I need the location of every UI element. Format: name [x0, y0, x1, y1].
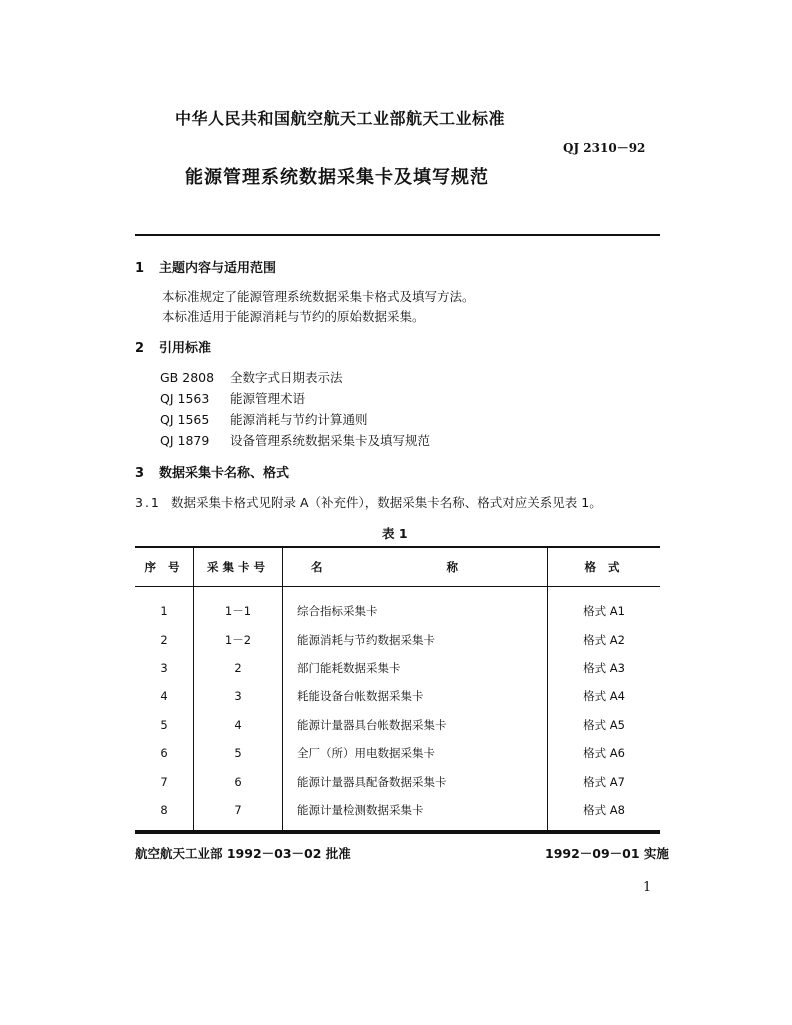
issuing-organization: 中华人民共和国航空航天工业部航天工业标准	[175, 109, 506, 128]
table-cell: 耗能设备台帐数据采集卡	[283, 682, 548, 710]
header-divider	[135, 234, 660, 236]
section-1-paragraph: 本标准规定了能源管理系统数据采集卡格式及填写方法。	[162, 289, 475, 304]
table-cell: 能源计量器具台帐数据采集卡	[283, 711, 548, 739]
footer-divider	[135, 832, 660, 834]
document-title: 能源管理系统数据采集卡及填写规范	[185, 167, 489, 188]
table-cell: 4	[194, 711, 283, 739]
table-cell: 6	[194, 767, 283, 795]
table-cell: 格式 A5	[583, 717, 625, 732]
table-cell: 格式 A4	[583, 689, 625, 704]
reference-item: QJ 1879 设备管理系统数据采集卡及填写规范	[160, 433, 431, 448]
table-cell: 7	[194, 796, 283, 831]
reference-item: GB 2808 全数字式日期表示法	[160, 370, 343, 385]
table-cell: 1	[135, 587, 194, 626]
table-header-row	[135, 547, 660, 587]
column-header: 名 称	[283, 547, 548, 587]
approval-statement: 航空航天工业部 1992－03－02 批准	[135, 846, 351, 861]
page-number: 1	[643, 880, 652, 895]
reference-item: QJ 1565 能源消耗与节约计算通则	[160, 412, 368, 427]
table-cell: 格式 A6	[583, 746, 625, 761]
section-3-heading: 3 数据采集卡名称、格式	[135, 466, 290, 481]
table-cell: 格式 A3	[583, 660, 625, 675]
table-cell: 7	[135, 767, 194, 795]
table-cell: 能源计量检测数据采集卡	[283, 796, 548, 831]
table-cell: 综合指标采集卡	[283, 587, 548, 626]
table-cell: 格式 A7	[583, 774, 625, 789]
table-row	[135, 625, 660, 653]
table-row	[135, 682, 660, 710]
section-2-heading: 2 引用标准	[135, 341, 212, 356]
section-3-1-text: 3.1 数据采集卡格式见附录 A（补充件），数据采集卡名称、格式对应关系见表 1。	[135, 495, 602, 510]
table-cell: 2	[194, 654, 283, 682]
effective-date: 1992－09－01 实施	[545, 846, 669, 861]
table-row	[135, 739, 660, 767]
table-cell: 4	[135, 682, 194, 710]
table-cell: 3	[194, 682, 283, 710]
table-row	[135, 711, 660, 739]
table-row	[135, 796, 660, 831]
table-caption: 表 1	[382, 526, 408, 541]
table-cell: 1－1	[194, 587, 283, 626]
table-cell: 格式 A1	[583, 604, 625, 619]
table-cell: 格式 A8	[548, 796, 661, 831]
column-header: 序 号	[135, 547, 194, 587]
table-cell: 能源消耗与节约数据采集卡	[283, 625, 548, 653]
section-1-heading: 1 主题内容与适用范围	[135, 261, 277, 276]
table-cell: 部门能耗数据采集卡	[283, 654, 548, 682]
table-row	[135, 654, 660, 682]
column-header: 采集卡号	[194, 547, 283, 587]
table-row	[135, 587, 660, 626]
table-cell: 6	[135, 739, 194, 767]
table-cell: 能源计量器具配备数据采集卡	[283, 767, 548, 795]
reference-item: QJ 1563 能源管理术语	[160, 391, 306, 406]
table-cell: 8	[135, 796, 194, 831]
table-cell: 5	[135, 711, 194, 739]
table-row	[135, 767, 660, 795]
section-1-paragraph: 本标准适用于能源消耗与节约的原始数据采集。	[162, 309, 425, 324]
standard-code: QJ 2310－92	[563, 141, 646, 155]
table-cell: 全厂（所）用电数据采集卡	[283, 739, 548, 767]
data-card-table	[135, 546, 660, 832]
table-cell: 1－2	[194, 625, 283, 653]
table-cell: 格式 A2	[583, 632, 625, 647]
column-header: 格 式	[548, 547, 661, 587]
table-cell: 5	[194, 739, 283, 767]
table-cell: 2	[135, 625, 194, 653]
table-cell: 3	[135, 654, 194, 682]
